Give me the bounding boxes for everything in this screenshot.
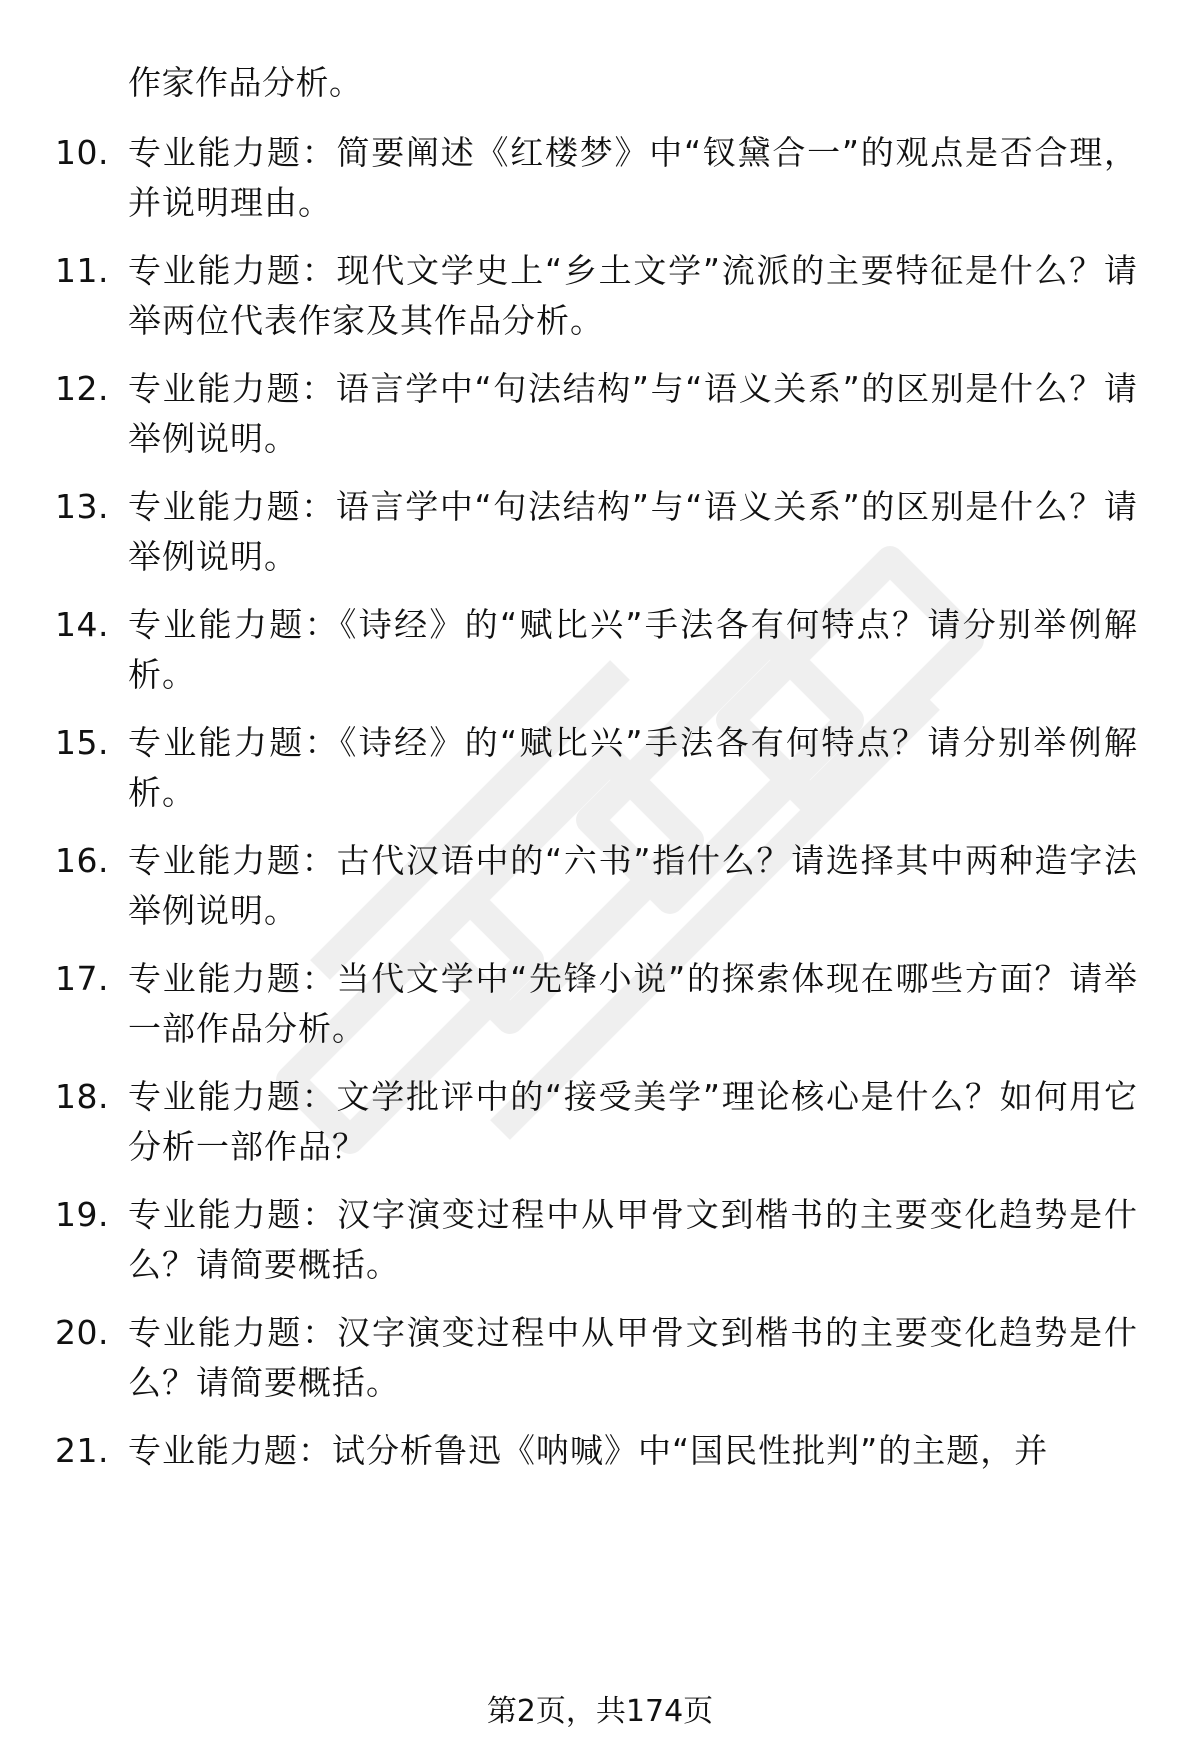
question-number: 13.	[55, 487, 109, 526]
question-text: 专业能力题：试分析鲁迅《呐喊》中“国民性批判”的主题，并	[128, 1431, 1049, 1470]
question-text: 专业能力题：现代文学史上“乡土文学”流派的主要特征是什么？请举两位代表作家及其作品分析。	[128, 251, 1138, 340]
question-text: 专业能力题：简要阐述《红楼梦》中“钗黛合一”的观点是否合理，并说明理由。	[128, 133, 1138, 222]
question-text: 专业能力题：古代汉语中的“六书”指什么？请选择其中两种造字法举例说明。	[128, 841, 1138, 930]
page-footer: 第2页，共174页	[486, 1694, 714, 1729]
question-text: 专业能力题：汉字演变过程中从甲骨文到楷书的主要变化趋势是什么？请简要概括。	[128, 1195, 1138, 1284]
continuation-text: 作家作品分析。	[128, 63, 363, 102]
question-number: 14.	[55, 605, 109, 644]
question-text: 专业能力题：《诗经》的“赋比兴”手法各有何特点？请分别举例解析。	[128, 723, 1138, 812]
question-text: 专业能力题：文学批评中的“接受美学”理论核心是什么？如何用它分析一部作品？	[128, 1077, 1138, 1166]
question-number: 10.	[55, 133, 109, 172]
question-number: 15.	[55, 723, 109, 762]
question-number: 16.	[55, 841, 109, 880]
question-text: 专业能力题：《诗经》的“赋比兴”手法各有何特点？请分别举例解析。	[128, 605, 1138, 694]
question-text: 专业能力题：当代文学中“先锋小说”的探索体现在哪些方面？请举一部作品分析。	[128, 959, 1138, 1048]
question-number: 11.	[55, 251, 109, 290]
question-text: 专业能力题：汉字演变过程中从甲骨文到楷书的主要变化趋势是什么？请简要概括。	[128, 1313, 1138, 1402]
question-number: 21.	[55, 1431, 109, 1470]
question-text: 专业能力题：语言学中“句法结构”与“语义关系”的区别是什么？请举例说明。	[128, 487, 1138, 576]
question-number: 12.	[55, 369, 109, 408]
question-number: 19.	[55, 1195, 109, 1234]
question-number: 17.	[55, 959, 109, 998]
question-number: 18.	[55, 1077, 109, 1116]
question-number: 20.	[55, 1313, 109, 1352]
question-text: 专业能力题：语言学中“句法结构”与“语义关系”的区别是什么？请举例说明。	[128, 369, 1138, 458]
